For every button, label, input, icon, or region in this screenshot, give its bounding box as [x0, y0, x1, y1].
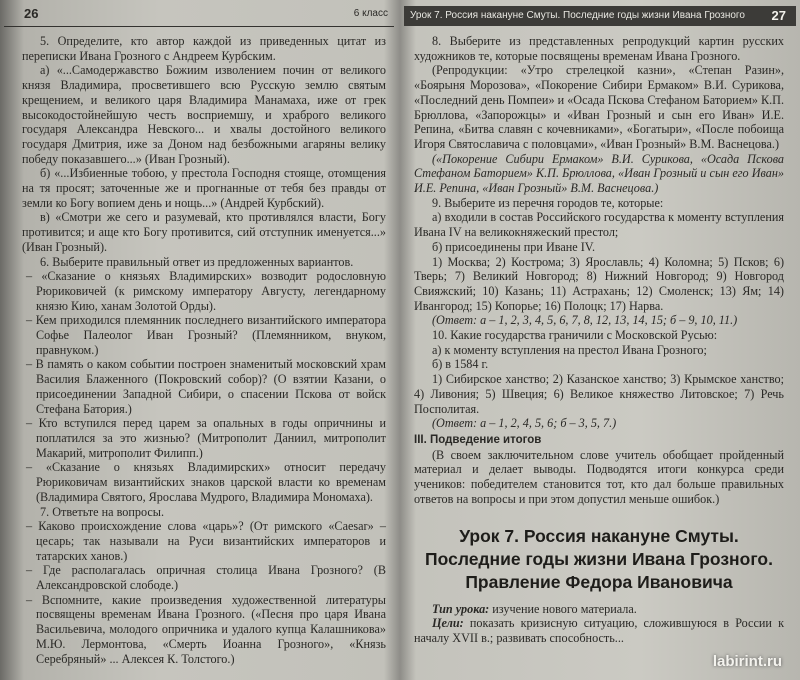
task-10: 10. Какие государства граничили с Московской Русью: — [432, 328, 718, 343]
quote-c: в) «Смотри же сего и разумевай, кто противлялся власти, Богу противится; и аще кто Богу противится, сий отступник именуется...» (Иван Грозный). — [22, 210, 386, 254]
task-7: 7. Ответьте на вопросы. — [40, 504, 165, 519]
task-9-answer: (Ответ: а – 1, 2, 3, 4, 5, 6, 7, 8, 12, 13, 14, 15; б – 9, 10, 11.) — [432, 313, 738, 328]
lesson-goals — [414, 616, 784, 645]
task-6-item: – В память о каком событии построен знаменитый московский храм Василия Блаженного (Покровский собор)? (О взятии Казани, о присоединении Западной Сибири, о спасении Пскова от войск Стефана Батория.) — [26, 357, 386, 416]
task-5: 5. Определите, кто автор каждой из приведенных цитат из переписки Ивана Грозного с Андреем Курбским. — [22, 34, 386, 63]
watermark: labirint.ru — [712, 653, 782, 670]
task-6-item: – Кто вступился перед царем за опальных в годы опричнины и поплатился за это жизнью? (Митрополит Даниил, митрополит Макарий, митрополит Филипп.) — [26, 416, 386, 460]
goals-label: Цели: — [432, 616, 464, 631]
left-running-head: 6 класс — [353, 8, 388, 19]
quote-a: а) «...Самодержавство Божиим изволением почин от великого князя Владимира, просветившего всю Русскую землю святым крещением, и великого царя Владимира Манамаха, иже от грек высокодостойнейшую честь восприемшу, и храброго великого государя Александра Невского... и хвалы достойного великого государя Дмитрия, иже за Доном над безбожными агаряны велику победу показавшего...» (Иван Грозный). — [22, 63, 386, 166]
task-9-b: б) присоединены при Иване IV. — [432, 239, 596, 254]
task-10-b: б) в 1584 г. — [432, 357, 489, 372]
right-page — [404, 0, 796, 680]
section-heading: III. Подведение итогов — [414, 433, 542, 446]
task-7-item: – Вспомните, какие произведения художественной литературы посвящены временам Ивана Грозного. («Песня про царя Ивана Васильевича, молодого опричника и удалого купца Калашникова» М.Ю. Лермонтова, «Смерть Иоанна Грозного», «Князь Серебряный» ... Алексея К. Толстого.) — [26, 592, 386, 666]
summary-paragraph: (В своем заключительном слове учитель обобщает пройденный материал и делает выводы. Подводятся итоги конкурса среди учеников: победителем становится тот, кто дал больше правильных ответов на вопросы и при этом допустил меньше ошибок.) — [414, 447, 784, 506]
lesson-type — [414, 602, 784, 617]
task-6-item: – Кем приходился племянник последнего византийского императора Софье Палеолог Иван Грозный? (Племянником, внуком, правнуком.) — [26, 313, 386, 357]
task-8: 8. Выберите из представленных репродукций картин русских художников те, которые посвящены временам Ивана Грозного. — [414, 34, 784, 63]
lesson-title: Урок 7. Россия накануне Смуты. Последние годы жизни Ивана Грозного. Правление Федора Ивановича — [425, 525, 773, 592]
task-6-item: – «Сказание о князьях Владимирских» относит передачу Рюриковичам византийских знаков царской власти ко временам (Владимира Святого, Ярослава Мудрого, Владимира Мономаха). — [26, 460, 386, 504]
left-page-body — [4, 34, 394, 666]
task-7-item: – Где располагалась опричная столица Ивана Грозного? (В Александровской слободе.) — [26, 563, 386, 593]
right-page-number: 27 — [771, 8, 786, 23]
task-10-states: 1) Сибирское ханство; 2) Казанское ханство; 3) Крымское ханство; 4) Ливония; 5) Швеция; 6) Великое княжество Литовское; 7) Речь Посполитая. — [414, 372, 784, 416]
right-page-body — [404, 34, 796, 646]
goals-value: показать кризисную ситуацию, сложившуюся в России к началу XVII в.; развивать способность... — [414, 616, 785, 645]
task-9-a: а) входили в состав Российского государства к моменту вступления Ивана IV на великокняжеский престол; — [414, 210, 784, 240]
task-9-cities: 1) Москва; 2) Кострома; 3) Ярославль; 4) Коломна; 5) Псков; 6) Тверь; 7) Великий Новгород; 8) Нижний Новгород; 9) Новгород Свияжский; 10) Казань; 11) Астрахань; 12) Смоленск; 13) Ям; 14) Ивангород; 15) Копорье; 16) Полоцк; 17) Нарва. — [414, 254, 784, 313]
left-page-number: 26 — [24, 6, 39, 21]
task-6: 6. Выберите правильный ответ из предложенных вариантов. — [40, 254, 354, 269]
right-page-header — [404, 6, 796, 26]
lesson-type-value: изучение нового материала. — [492, 601, 637, 616]
task-8-answer: («Покорение Сибири Ермаком» В.И. Сурикова, «Осада Пскова Стефаном Баторием» К.П. Брюллова, «Иван Грозный и сын его Иван» И.Е. Репина, «Иван Грозный» В.М. Васнецова.) — [414, 151, 784, 196]
task-7-item: – Каково происхождение слова «царь»? (От римского «Caesar» – цесарь; так называли на Руси византийских императоров и татарских ханов.) — [26, 519, 386, 563]
left-page-header — [4, 4, 394, 27]
right-running-head: Урок 7. Россия накануне Смуты. Последние годы жизни Ивана Грозного — [410, 10, 745, 21]
task-6-item: – «Сказание о князьях Владимирских» возводит родословную Рюриковичей (к римскому императору Августу, легендарному князю Кию, ханам Золотой Орды). — [26, 269, 386, 313]
lesson-type-label: Тип урока: — [432, 601, 490, 616]
left-page — [4, 0, 394, 680]
task-10-a: а) к моменту вступления на престол Ивана Грозного; — [432, 342, 707, 357]
task-9: 9. Выберите из перечня городов те, которые: — [432, 195, 664, 210]
task-10-answer: (Ответ: а – 1, 2, 4, 5, 6; б – 3, 5, 7.) — [432, 416, 617, 431]
task-8-reproductions: (Репродукции: «Утро стрелецкой казни», «Степан Разин», «Боярыня Морозова», «Покорение Сибири Ермаком» В.И. Сурикова, «Последний день Помпеи» и «Осада Пскова Стефаном Баторием» К.П. Брюллова, «Запорожцы» и «Иван Грозный и сын его Иван» И.Е. Репина, «Битва славян с кочевниками», «Богатыри», «После побоища Игоря Святославича с половцами», «Иван Грозный» В.М. Васнецова.) — [414, 63, 784, 151]
quote-b: б) «...Избиенные тобою, у престола Господня стояще, отомщения на тя просят; заточенные же и прогнанные от тебя без правды от земли ко Богу вопием день и нощь...» (Андрей Курбский). — [22, 166, 386, 210]
